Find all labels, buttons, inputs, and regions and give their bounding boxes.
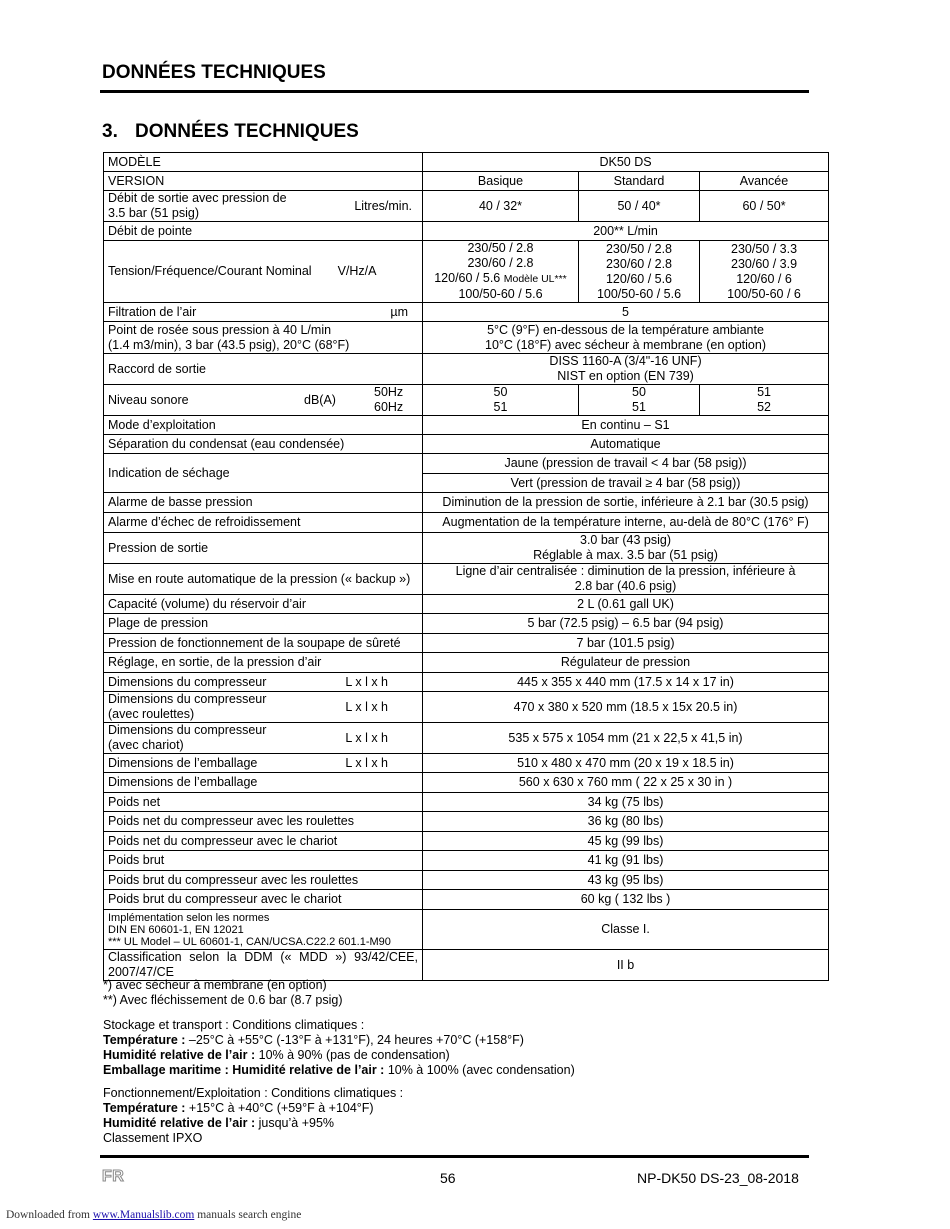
storage-humidity-label: Humidité relative de l’air : [103, 1048, 256, 1062]
section-title [102, 121, 359, 143]
row-label: Filtration de l’air [108, 304, 197, 319]
row-label: Implémentation selon les normes [108, 911, 270, 924]
cell-value: 230/60 / 2.8 [467, 256, 534, 270]
storage-temp-label: Température : [103, 1033, 186, 1047]
table-row [104, 910, 829, 950]
cell-value: 52 [757, 400, 771, 414]
row-label: Séparation du condensat (eau condensée) [104, 435, 423, 454]
cell-value: 100/50-60 / 6 [727, 286, 801, 301]
operating-humidity-value: jusqu’à +95% [255, 1116, 335, 1130]
row-label: Capacité (volume) du réservoir d’air [104, 595, 423, 614]
row-label: Pression de sortie [104, 533, 423, 564]
page-header-title: DONNÉES TECHNIQUES [102, 62, 326, 83]
row-label: Alarme de basse pression [104, 493, 423, 513]
row-label: Plage de pression [104, 614, 423, 634]
operating-temp-label: Température : [103, 1101, 186, 1115]
table-row [104, 454, 829, 474]
row-unit: L x l x h [345, 699, 388, 714]
row-label: (avec chariot) [108, 738, 184, 752]
download-note: Downloaded from www.Manualslib.com manuals search engine [6, 1209, 302, 1221]
cell-value: Avancée [700, 172, 829, 191]
table-row [104, 773, 829, 793]
cell-value: En continu – S1 [423, 416, 829, 435]
cell-value: Augmentation de la température interne, au-delà de 80°C (176° F) [423, 513, 829, 533]
cell-value: 230/50 / 3.3 [731, 241, 798, 256]
table-row [104, 416, 829, 435]
row-label: Poids brut du compresseur avec le chariot [104, 890, 423, 910]
cell-value: 50 / 40* [579, 191, 700, 222]
cell-value: 51 [632, 400, 646, 414]
cell-value: 2 L (0.61 gall UK) [423, 595, 829, 614]
row-label: Pression de fonctionnement de la soupape de sûreté [104, 634, 423, 653]
cell-value: 5 bar (72.5 psig) – 6.5 bar (94 psig) [423, 614, 829, 634]
cell-value: 60 / 50* [700, 191, 829, 222]
operating-temp-value: +15°C à +40°C (+59°F à +104°F) [185, 1101, 374, 1115]
freq-label: 60Hz [374, 400, 404, 414]
table-row [104, 241, 829, 303]
row-label: Tension/Fréquence/Courant Nominal [108, 264, 312, 278]
storage-temp-value: –25°C à +55°C (-13°F à +131°F), 24 heures +70°C (+158°F) [185, 1033, 524, 1047]
row-unit: µm [390, 304, 408, 319]
table-row [104, 191, 829, 222]
row-label: Dimensions de l’emballage [104, 773, 423, 793]
row-label: Classification selon la DDM (« MDD ») 93/42/CEE, 2007/47/CE [104, 950, 423, 981]
storage-packaging-label: Emballage maritime : Humidité relative de l’air : [103, 1063, 385, 1077]
row-label: Point de rosée sous pression à 40 L/min [108, 322, 332, 337]
cell-value: 51 [493, 400, 508, 414]
table-row [104, 793, 829, 812]
operating-conditions [103, 1086, 403, 1146]
table-row [104, 153, 829, 172]
cell-value: 50 [493, 385, 508, 399]
ip-class: Classement IPXO [103, 1131, 203, 1145]
row-unit: L x l x h [345, 674, 388, 689]
freq-label: 50Hz [374, 385, 404, 399]
cell-value: 51 [757, 385, 771, 399]
row-label: Dimensions de l’emballage [108, 755, 258, 770]
table-row [104, 851, 829, 871]
row-label: *** UL Model – UL 60601-1, CAN/UCSA.C22.2 601.1-M90 [108, 935, 391, 948]
cell-value: 230/60 / 2.8 [605, 256, 673, 271]
table-row [104, 950, 829, 981]
cell-value: 470 x 380 x 520 mm (18.5 x 15x 20.5 in) [423, 692, 829, 723]
table-row [104, 653, 829, 673]
cell-value: 10°C (18°F) avec sécheur à membrane (en option) [485, 337, 766, 352]
cell-value: DISS 1160-A (3/4"-16 UNF) [549, 354, 702, 368]
section-number: 3. [102, 121, 118, 142]
cell-value: 230/50 / 2.8 [605, 241, 673, 256]
row-unit: L x l x h [345, 755, 388, 770]
cell-value: 45 kg (99 lbs) [423, 832, 829, 851]
footer-rule [100, 1155, 809, 1158]
spec-table [103, 152, 829, 981]
table-row [104, 832, 829, 851]
cell-value: 34 kg (75 lbs) [423, 793, 829, 812]
language-label: FR [102, 1168, 125, 1185]
table-row [104, 354, 829, 385]
table-row [104, 692, 829, 723]
table-row [104, 564, 829, 595]
cell-value: 230/60 / 3.9 [731, 256, 798, 271]
row-unit: L x l x h [345, 730, 388, 745]
table-row [104, 435, 829, 454]
cell-value: Réglable à max. 3.5 bar (51 psig) [533, 548, 718, 562]
operating-humidity-label: Humidité relative de l’air : [103, 1116, 256, 1130]
manualslib-link[interactable]: www.Manualslib.com [92, 1209, 195, 1221]
cell-value: Régulateur de pression [423, 653, 829, 673]
row-label: Débit de sortie avec pression de [108, 191, 287, 205]
cell-value: 510 x 480 x 470 mm (20 x 19 x 18.5 in) [423, 754, 829, 773]
cell-value: Jaune (pression de travail < 4 bar (58 psig)) [423, 454, 829, 474]
row-unit: V/Hz/A [337, 264, 377, 278]
section-title-text: DONNÉES TECHNIQUES [135, 121, 359, 142]
table-row [104, 222, 829, 241]
row-label: DIN EN 60601-1, EN 12021 [108, 923, 244, 936]
cell-value: II b [423, 950, 829, 981]
row-label: Niveau sonore [108, 392, 189, 407]
row-label: Dimensions du compresseur [108, 723, 267, 737]
table-row [104, 614, 829, 634]
cell-value: 3.0 bar (43 psig) [580, 533, 672, 547]
row-label: Mise en route automatique de la pression (« backup ») [104, 564, 423, 595]
row-label: Poids net du compresseur avec le chariot [104, 832, 423, 851]
row-label: Poids net [104, 793, 423, 812]
cell-value: Standard [579, 172, 700, 191]
storage-packaging-value: 10% à 100% (avec condensation) [384, 1063, 575, 1077]
cell-value: 43 kg (95 lbs) [423, 871, 829, 890]
row-label: Poids brut du compresseur avec les roulettes [104, 871, 423, 890]
page-number: 56 [440, 1170, 456, 1186]
row-unit: Litres/min. [354, 198, 412, 213]
table-row [104, 634, 829, 653]
table-row [104, 871, 829, 890]
storage-humidity-value: 10% à 90% (pas de condensation) [255, 1048, 450, 1062]
row-label: Raccord de sortie [104, 354, 423, 385]
row-label: Poids net du compresseur avec les roulettes [104, 812, 423, 832]
cell-value: Classe I. [423, 910, 829, 950]
row-label: Poids brut [104, 851, 423, 871]
table-row [104, 172, 829, 191]
cell-value: 560 x 630 x 760 mm ( 22 x 25 x 30 in ) [423, 773, 829, 793]
cell-value: Diminution de la pression de sortie, inférieure à 2.1 bar (30.5 psig) [423, 493, 829, 513]
cell-value: 120/60 / 5.6 [434, 271, 501, 285]
storage-conditions [103, 1018, 575, 1078]
cell-value: Vert (pression de travail ≥ 4 bar (58 psig)) [423, 474, 829, 493]
cell-value: 230/50 / 2.8 [467, 241, 534, 255]
cell-value: 36 kg (80 lbs) [423, 812, 829, 832]
cell-value: 50 [632, 385, 646, 399]
cell-value: Basique [423, 172, 579, 191]
row-label: VERSION [104, 172, 423, 191]
row-label: Mode d’exploitation [104, 416, 423, 435]
row-label: Dimensions du compresseur [108, 674, 267, 689]
table-row [104, 673, 829, 692]
table-row [104, 890, 829, 910]
cell-value: 5°C (9°F) en-dessous de la température ambiante [487, 322, 764, 337]
cell-value: 120/60 / 5.6 [605, 271, 673, 286]
cell-value: 120/60 / 6 [736, 271, 792, 286]
footnotes [103, 978, 342, 1008]
storage-title: Stockage et transport : Conditions climatiques : [103, 1018, 365, 1032]
cell-value: Automatique [423, 435, 829, 454]
cell-value: DK50 DS [423, 153, 829, 172]
table-row [104, 723, 829, 754]
table-row [104, 812, 829, 832]
cell-value: 535 x 575 x 1054 mm (21 x 22,5 x 41,5 in) [423, 723, 829, 754]
row-label: Débit de pointe [104, 222, 423, 241]
cell-value: 2.8 bar (40.6 psig) [574, 579, 677, 593]
operating-title: Fonctionnement/Exploitation : Conditions climatiques : [103, 1086, 404, 1100]
cell-value: 41 kg (91 lbs) [423, 851, 829, 871]
table-row [104, 595, 829, 614]
cell-value: 100/50-60 / 5.6 [458, 287, 543, 301]
row-label: MODÈLE [104, 153, 423, 172]
table-row [104, 493, 829, 513]
cell-value: 40 / 32* [423, 191, 579, 222]
row-label: Alarme d’échec de refroidissement [104, 513, 423, 533]
cell-value: 100/50-60 / 5.6 [596, 286, 682, 301]
cell-value: 7 bar (101.5 psig) [423, 634, 829, 653]
cell-value: 200** L/min [423, 222, 829, 241]
row-label: (avec roulettes) [108, 707, 195, 721]
table-row [104, 322, 829, 354]
table-row [104, 385, 829, 416]
cell-value: Ligne d’air centralisée : diminution de la pression, inférieure à [455, 564, 796, 578]
row-label: Réglage, en sortie, de la pression d’air [104, 653, 423, 673]
header-rule [100, 90, 809, 93]
document-code: NP-DK50 DS-23_08-2018 [637, 1170, 799, 1186]
ul-model-note: Modèle UL*** [503, 273, 567, 285]
table-row [104, 754, 829, 773]
table-row [104, 513, 829, 533]
row-label: (1.4 m3/min), 3 bar (43.5 psig), 20°C (68°F) [108, 337, 350, 352]
cell-value: 5 [423, 303, 829, 322]
cell-value: 60 kg ( 132 lbs ) [423, 890, 829, 910]
table-row [104, 533, 829, 564]
cell-value: NIST en option (EN 739) [557, 369, 694, 383]
footnote: **) Avec fléchissement de 0.6 bar (8.7 psig) [103, 993, 343, 1007]
row-unit: dB(A) [304, 392, 336, 407]
cell-value: 445 x 355 x 440 mm (17.5 x 14 x 17 in) [423, 673, 829, 692]
table-row [104, 303, 829, 322]
row-label: Dimensions du compresseur [108, 692, 267, 706]
row-label: Indication de séchage [104, 454, 423, 493]
footnote: *) avec sécheur à membrane (en option) [103, 978, 327, 992]
row-label: 3.5 bar (51 psig) [108, 206, 200, 220]
